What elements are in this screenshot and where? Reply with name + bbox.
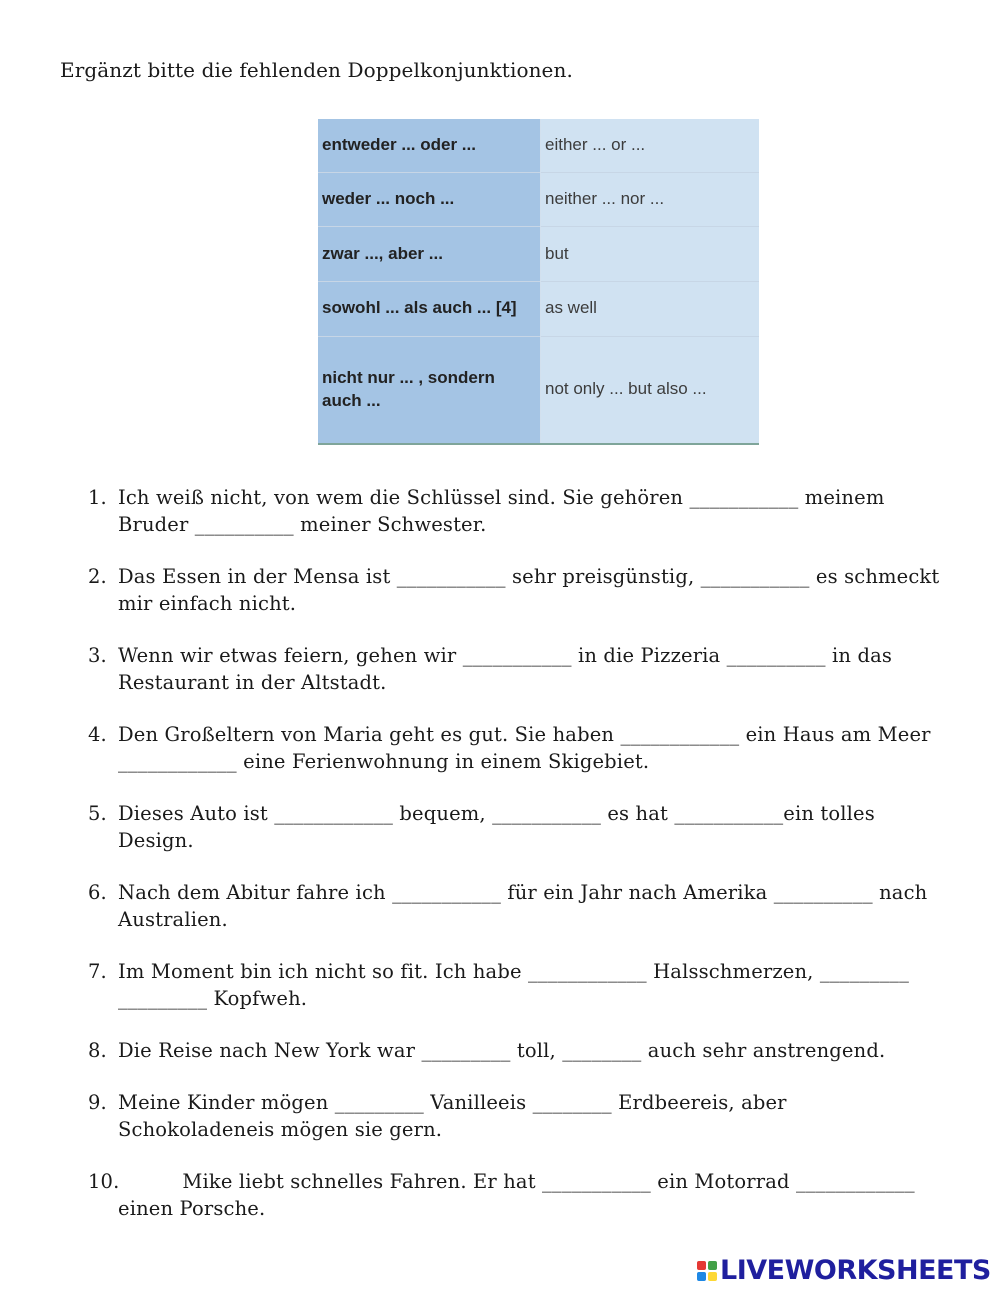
exercise-item: [88, 721, 948, 775]
exercise-item: [88, 958, 948, 1012]
german-conjunction: nicht nur ... , sondern auch ...: [318, 336, 541, 444]
exercise-list: [88, 484, 948, 1247]
table-row: [318, 336, 759, 444]
exercise-item: [88, 1037, 948, 1064]
logo-block: [697, 1261, 706, 1270]
english-translation: neither ... nor ...: [541, 172, 760, 227]
exercise-text: Dieses Auto ist ____________ bequem, ___________ es hat ___________ein tolles Design.: [118, 802, 875, 852]
table-row: [318, 281, 759, 336]
english-translation: either ... or ...: [541, 119, 760, 172]
exercise-item: [88, 800, 948, 854]
logo-block: [697, 1272, 706, 1281]
exercise-item: [88, 563, 948, 617]
exercise-text: Wenn wir etwas feiern, gehen wir ___________ in die Pizzeria __________ in das Restaurant in der Altstadt.: [118, 644, 893, 694]
exercise-number: 9.: [88, 1091, 107, 1114]
english-translation: as well: [541, 281, 760, 336]
exercise-item: [88, 1168, 948, 1222]
exercise-number: 3.: [88, 644, 107, 667]
liveworksheets-logo: [697, 1255, 991, 1286]
logo-block: [708, 1272, 717, 1281]
exercise-text: Ich weiß nicht, von wem die Schlüssel sind. Sie gehören ___________ meinem Bruder __________ meiner Schwester.: [118, 486, 885, 536]
german-conjunction: weder ... noch ...: [318, 172, 541, 227]
exercise-item: [88, 1089, 948, 1143]
instruction-text: Ergänzt bitte die fehlenden Doppelkonjunktionen.: [60, 58, 573, 82]
english-translation: but: [541, 227, 760, 282]
exercise-item: [88, 642, 948, 696]
exercise-text: Nach dem Abitur fahre ich ___________ für ein Jahr nach Amerika __________ nach Australien.: [118, 881, 928, 931]
exercise-number: 8.: [88, 1039, 107, 1062]
exercise-text: Das Essen in der Mensa ist ___________ sehr preisgünstig, ___________ es schmeckt mir einfach nicht.: [118, 565, 940, 615]
exercise-text: Meine Kinder mögen _________ Vanilleeis ________ Erdbeereis, aber Schokoladeneis mögen sie gern.: [118, 1091, 787, 1141]
exercise-text: Im Moment bin ich nicht so fit. Ich habe ____________ Halsschmerzen, _________ _________ Kopfweh.: [118, 960, 909, 1010]
exercise-text: Den Großeltern von Maria geht es gut. Sie haben ____________ ein Haus am Meer ____________ eine Ferienwohnung in einem Skigebiet.: [118, 723, 931, 773]
exercise-number: 1.: [88, 486, 107, 509]
german-conjunction: zwar ..., aber ...: [318, 227, 541, 282]
table-row: [318, 172, 759, 227]
exercise-number: 10.: [88, 1170, 120, 1193]
exercise-number: 7.: [88, 960, 107, 983]
exercise-number: 5.: [88, 802, 107, 825]
exercise-item: [88, 879, 948, 933]
german-conjunction: sowohl ... als auch ... [4]: [318, 281, 541, 336]
german-conjunction: entweder ... oder ...: [318, 119, 541, 172]
logo-text: LIVEWORKSHEETS: [720, 1255, 991, 1286]
exercise-number: 2.: [88, 565, 107, 588]
english-translation: not only ... but also ...: [541, 336, 760, 444]
exercise-text: Die Reise nach New York war _________ toll, ________ auch sehr anstrengend.: [118, 1039, 886, 1062]
logo-block: [708, 1261, 717, 1270]
exercise-text: Mike liebt schnelles Fahren. Er hat ___________ ein Motorrad ____________ einen Porsche.: [118, 1170, 915, 1220]
table-row: [318, 227, 759, 282]
logo-blocks-icon: [697, 1261, 717, 1281]
exercise-item: [88, 484, 948, 538]
exercise-number: 6.: [88, 881, 107, 904]
table-row: [318, 119, 759, 172]
conjunction-table: [318, 119, 759, 445]
exercise-number: 4.: [88, 723, 107, 746]
